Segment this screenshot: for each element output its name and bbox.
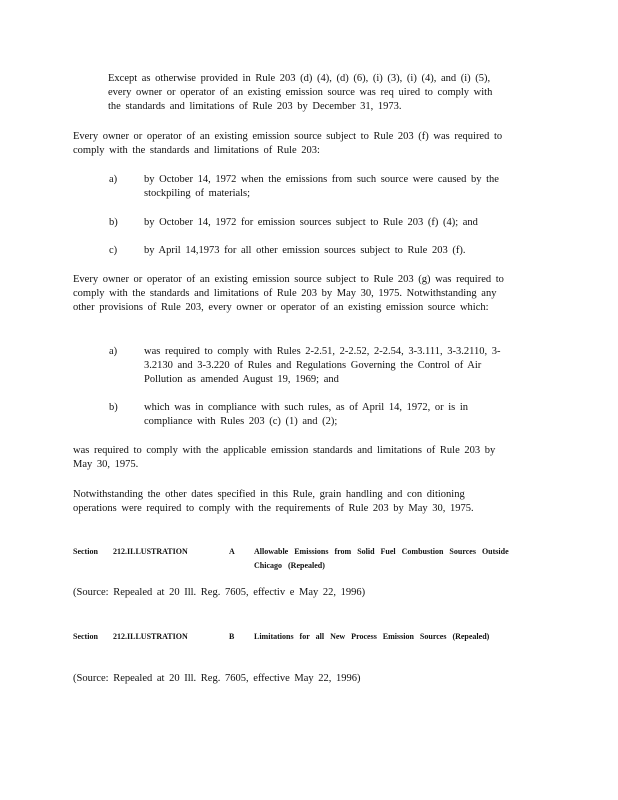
section-word: Section [73, 632, 98, 641]
list-item-text: by October 14, 1972 for emission sources subject to Rule 203 (f) (4); and [144, 217, 478, 228]
list-item-text: which was in compliance with such rules, as of April 14, 1972, or is in compliance with Rules 203 (c) (1) and (2); [144, 402, 468, 427]
list-item-label: a) [109, 346, 118, 357]
paragraph-grain-handling: Notwithstanding the other dates specified in this Rule, grain handling and con ditioning operations were required to comply with the requirements of Rule 203 by May 30, 1975. [73, 489, 474, 514]
paragraph-compliance-1973: Except as otherwise provided in Rule 203 (d) (4), (d) (6), (i) (3), (i) (4), and (i) (5), every owner or operator of an existing emission source was req uired to comply with the standards and limitations of Rule 203 by December 31, 1973. [108, 73, 493, 112]
section-word: Section [73, 547, 98, 556]
section-letter: A [229, 547, 235, 556]
section-title: Allowable Emissions from Solid Fuel Combustion Sources Outside Chicago (Repealed) [254, 547, 509, 570]
section-title: Limitations for all New Process Emission Sources (Repealed) [254, 632, 490, 641]
section-letter: B [229, 632, 235, 641]
list-item-label: b) [109, 402, 118, 413]
list-item-text: was required to comply with Rules 2-2.51, 2-2.52, 2-2.54, 3-3.111, 3-3.2110, 3-3.2130 and 3-3.220 of Rules and Regulations Governing the Control of Air Pollution as amended August 19, 1969; and [144, 346, 501, 385]
paragraph-rule-203-f: Every owner or operator of an existing emission source subject to Rule 203 (f) was required to comply with the standards and limitations of Rule 203: [73, 131, 503, 156]
section-number: 212.ILLUSTRATION [113, 547, 188, 556]
source-note: (Source: Repealed at 20 Ill. Reg. 7605, effectiv e May 22, 1996) [73, 587, 366, 598]
list-item-text: by April 14,1973 for all other emission sources subject to Rule 203 (f). [144, 245, 466, 256]
paragraph-rule-203-g: Every owner or operator of an existing emission source subject to Rule 203 (g) was required to comply with the standards and limitations of Rule 203 by May 30, 1975. Notwithstanding any other provisions of Rule 203, every owner or operator of an existing emission source which: [73, 274, 504, 313]
list-item-label: c) [109, 245, 118, 256]
section-number: 212.ILLUSTRATION [113, 632, 188, 641]
paragraph-applicable-standards: was required to comply with the applicable emission standards and limitations of Rule 203 by May 30, 1975. [73, 445, 496, 470]
list-item-label: a) [109, 174, 118, 185]
list-item-label: b) [109, 217, 118, 228]
source-note: (Source: Repealed at 20 Ill. Reg. 7605, effective May 22, 1996) [73, 673, 361, 684]
list-item-text: by October 14, 1972 when the emissions from such source were caused by the stockpiling of materials; [144, 174, 499, 199]
